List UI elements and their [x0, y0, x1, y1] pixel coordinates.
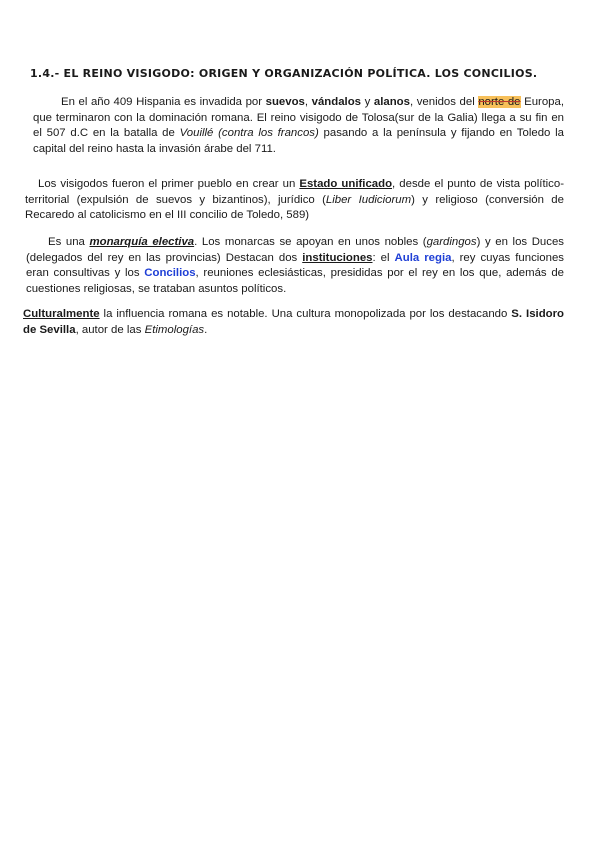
text-span: . Los monarcas se apoyan en unos nobles (	[194, 236, 427, 248]
text-span: Los visigodos fueron el primer pueblo en crear un	[38, 178, 300, 190]
term-monarquia-electiva: monarquía electiva	[89, 236, 195, 248]
paragraph-unified-state	[25, 177, 564, 224]
text-span: ,	[304, 96, 312, 108]
text-span: Europa, que terminaron con la dominación romana. El reino visigodo de Tolosa(sur de la Galia) llega a su fin en el 507 d.C en la batalla de	[33, 96, 564, 139]
term-liber-iudiciorum: Liber Iudiciorum	[325, 193, 412, 206]
text-span: ) y en los Duces (delegados del rey en las provincias) Destacan dos	[26, 236, 564, 264]
text-span: : el	[372, 251, 395, 264]
term-culturalmente: Culturalmente	[23, 308, 100, 320]
text-span: y	[361, 96, 374, 108]
term-gardingos: gardingos	[426, 236, 477, 248]
text-span: , venidos del	[409, 96, 479, 108]
text-span: Es una	[48, 236, 90, 248]
term-etimologias: Etimologías	[144, 323, 205, 336]
section-title: 1.4.- EL REINO VISIGODO: ORIGEN Y ORGANIZACIÓN POLÍTICA. LOS CONCILIOS.	[30, 67, 538, 80]
paragraph-monarchy	[26, 235, 564, 297]
paragraph-culture	[23, 307, 564, 338]
text-span: , rey cuyas funciones eran consultivas y los	[26, 251, 564, 279]
term-vandalos: vándalos	[311, 96, 362, 108]
term-aula-regia: Aula regia	[394, 251, 452, 264]
text-span: En el año 409 Hispania es invadida por	[61, 96, 266, 108]
text-span: la influencia romana es notable. Una cultura monopolizada por los destacando	[99, 308, 512, 320]
text-span: , desde el punto de vista político-territorial (expulsión de suevos y bizantinos), jurídico (	[25, 178, 564, 206]
term-estado-unificado: Estado unificado	[299, 178, 393, 190]
term-concilios: Concilios	[144, 267, 196, 279]
paragraph-invasions	[33, 95, 564, 157]
term-instituciones: instituciones	[302, 251, 373, 264]
text-span: .	[204, 323, 208, 336]
text-span: , reuniones eclesiásticas, presididas por el rey en los que, además de cuestiones religiosas, se trataban asuntos políticos.	[26, 267, 564, 295]
term-isidoro: S. Isidoro de Sevilla	[23, 308, 564, 336]
term-suevos: suevos	[265, 96, 305, 108]
term-vouille: Vouillé (contra los francos)	[179, 127, 319, 139]
term-alanos: alanos	[373, 96, 410, 108]
text-span: pasando a la península y fijando en Toledo la capital del reino hasta la invasión árabe del 711.	[33, 127, 564, 155]
text-span: , autor de las	[75, 323, 145, 336]
text-span: ) y religioso (conversión de Recaredo al catolicismo en el III concilio de Toledo, 589)	[25, 193, 564, 221]
highlighted-strikethrough-text: norte de	[478, 96, 521, 108]
